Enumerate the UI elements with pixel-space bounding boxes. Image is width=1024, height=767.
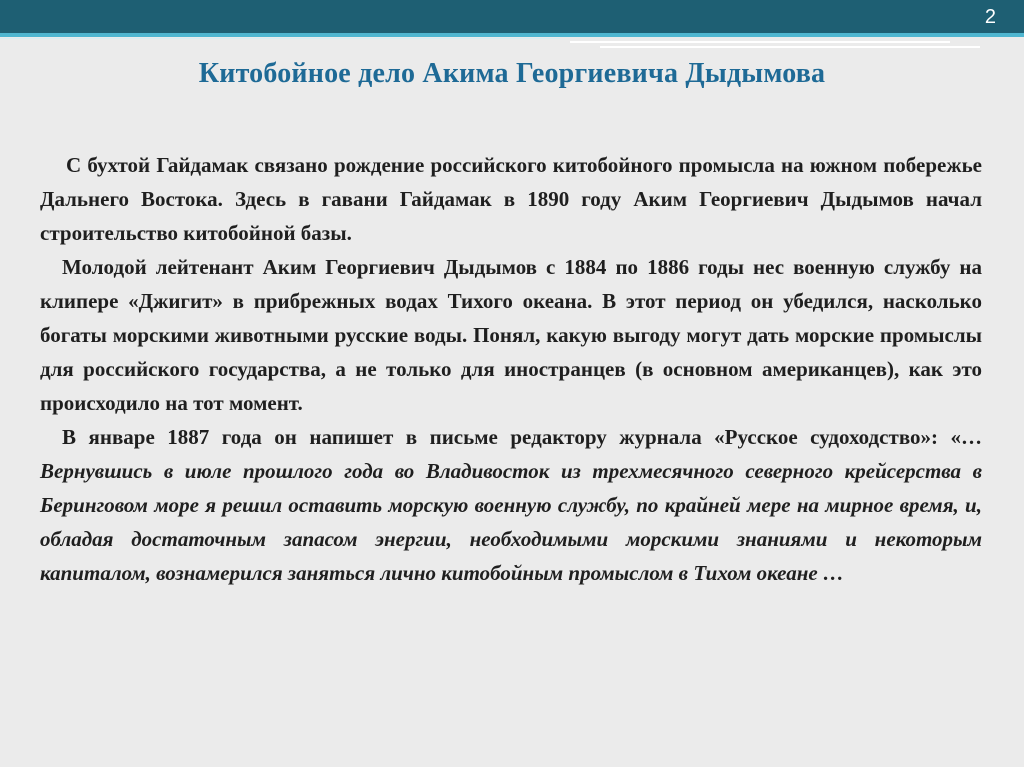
- slide-title: Китобойное дело Акима Георгиевича Дыдымова: [198, 58, 826, 89]
- slide-number: 2: [984, 6, 996, 28]
- paragraph-3-quote: Вернувшись в июле прошлого года во Владивосток из трехмесячного северного крейсерства в Беринговом море я решил оставить морскую военную службу, по крайней мере на мирное время, и, обладая достаточным запасом энергии, необходимыми морскими знаниями и некоторым капиталом, вознамерился заняться лично китобойным промыслом в Тихом океане …: [40, 459, 982, 585]
- decorative-line: [600, 46, 980, 48]
- paragraph-3-lead: В январе 1887 года он напишет в письме редактору журнала «Русское судоходство»: «…: [62, 425, 982, 449]
- paragraph-2: Молодой лейтенант Аким Георгиевич Дыдымов с 1884 по 1886 годы нес военную службу на клипере «Джигит» в прибрежных водах Тихого океана. В этот период он убедился, насколько богаты морскими животными русские воды. Понял, какую выгоду могут дать морские промыслы для российского государства, а не только для иностранцев (в основном американцев), как это происходило на тот момент.: [40, 255, 982, 415]
- paragraph-1: С бухтой Гайдамак связано рождение российского китобойного промысла на южном побережье Дальнего Востока. Здесь в гавани Гайдамак в 1890 году Аким Георгиевич Дыдымов начал строительство китобойной базы.: [40, 153, 982, 245]
- header-bar: [0, 0, 1024, 33]
- paragraph-3: [40, 420, 982, 590]
- decorative-line: [0, 38, 560, 39]
- slide-body: [40, 148, 982, 590]
- decorative-line: [570, 41, 950, 43]
- header-accent-line: [0, 33, 1024, 37]
